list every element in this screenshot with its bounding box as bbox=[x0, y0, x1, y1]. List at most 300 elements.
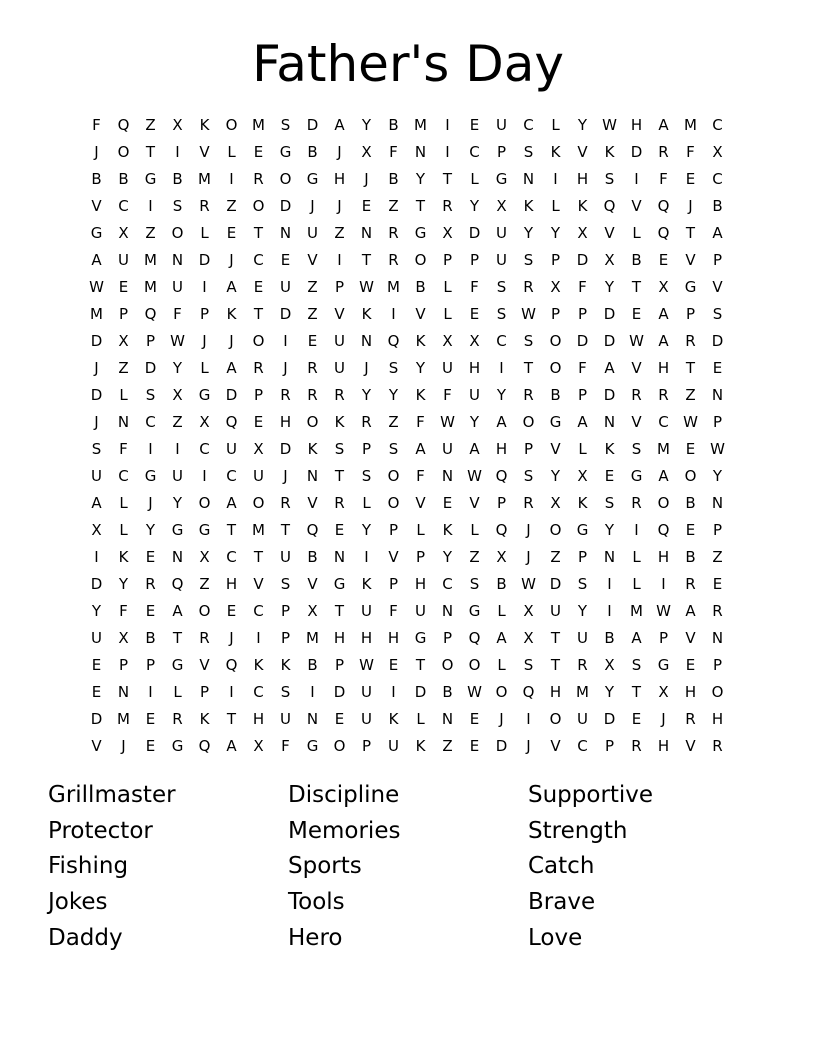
grid-letter: R bbox=[523, 494, 534, 512]
grid-letter: U bbox=[469, 386, 480, 404]
grid-letter: I bbox=[607, 575, 612, 593]
grid-letter: P bbox=[577, 386, 588, 404]
grid-letter: W bbox=[440, 413, 455, 431]
grid-letter: L bbox=[551, 116, 560, 134]
grid-letter: W bbox=[89, 278, 104, 296]
grid-letter: B bbox=[307, 548, 318, 566]
grid-letter: N bbox=[360, 332, 373, 350]
grid-letter: O bbox=[306, 413, 319, 431]
grid-letter: D bbox=[468, 224, 481, 242]
grid-letter: Q bbox=[657, 197, 670, 215]
grid-letter: Z bbox=[226, 197, 237, 215]
grid-letter: Z bbox=[307, 278, 318, 296]
grid-letter: E bbox=[604, 467, 615, 485]
grid-row bbox=[83, 436, 731, 463]
grid-letter: G bbox=[279, 143, 292, 161]
word-list-item: Hero bbox=[288, 924, 343, 951]
grid-letter: H bbox=[333, 170, 346, 188]
grid-letter: U bbox=[280, 710, 291, 728]
grid-row bbox=[83, 301, 731, 328]
grid-letter: W bbox=[170, 332, 185, 350]
grid-letter: J bbox=[94, 143, 99, 161]
grid-row bbox=[83, 517, 731, 544]
grid-letter: L bbox=[632, 575, 641, 593]
grid-letter: L bbox=[443, 278, 452, 296]
grid-letter: G bbox=[468, 602, 481, 620]
grid-letter: A bbox=[91, 251, 102, 269]
grid-letter: T bbox=[685, 359, 696, 377]
grid-letter: B bbox=[388, 170, 399, 188]
grid-letter: Z bbox=[334, 224, 345, 242]
grid-letter: U bbox=[253, 467, 264, 485]
grid-letter: G bbox=[144, 170, 157, 188]
grid-letter: X bbox=[604, 251, 615, 269]
grid-letter: P bbox=[469, 251, 480, 269]
grid-letter: K bbox=[334, 413, 345, 431]
grid-letter: I bbox=[499, 359, 504, 377]
grid-letter: V bbox=[631, 197, 642, 215]
grid-letter: U bbox=[226, 440, 237, 458]
grid-letter: N bbox=[711, 386, 724, 404]
grid-letter: H bbox=[549, 683, 562, 701]
grid-letter: D bbox=[549, 575, 562, 593]
grid-letter: R bbox=[388, 251, 399, 269]
grid-letter: G bbox=[495, 170, 508, 188]
grid-letter: U bbox=[118, 251, 129, 269]
grid-letter: L bbox=[200, 359, 209, 377]
grid-letter: P bbox=[334, 656, 345, 674]
grid-letter: P bbox=[658, 629, 669, 647]
grid-letter: M bbox=[252, 521, 265, 539]
grid-letter: S bbox=[469, 575, 480, 593]
grid-letter: R bbox=[631, 737, 642, 755]
grid-letter: A bbox=[226, 494, 237, 512]
grid-letter: X bbox=[550, 494, 561, 512]
grid-letter: K bbox=[388, 710, 399, 728]
grid-letter: P bbox=[199, 683, 210, 701]
grid-letter: Y bbox=[712, 467, 723, 485]
grid-letter: I bbox=[148, 197, 153, 215]
grid-letter: I bbox=[553, 170, 558, 188]
grid-letter: H bbox=[657, 359, 670, 377]
grid-letter: C bbox=[145, 413, 156, 431]
grid-letter: J bbox=[310, 197, 315, 215]
grid-letter: N bbox=[441, 710, 454, 728]
grid-letter: P bbox=[280, 629, 291, 647]
grid-letter: R bbox=[280, 494, 291, 512]
grid-letter: K bbox=[226, 305, 237, 323]
grid-letter: O bbox=[252, 494, 265, 512]
grid-letter: E bbox=[118, 278, 129, 296]
grid-letter: Y bbox=[577, 116, 588, 134]
grid-letter: S bbox=[631, 440, 642, 458]
grid-letter: Z bbox=[172, 413, 183, 431]
grid-row bbox=[83, 355, 731, 382]
grid-letter: V bbox=[631, 413, 642, 431]
grid-letter: J bbox=[337, 143, 342, 161]
grid-letter: Z bbox=[145, 116, 156, 134]
grid-letter: I bbox=[175, 143, 180, 161]
grid-letter: S bbox=[523, 143, 534, 161]
grid-letter: U bbox=[280, 278, 291, 296]
grid-letter: S bbox=[280, 683, 291, 701]
grid-letter: D bbox=[144, 359, 157, 377]
grid-letter: W bbox=[521, 575, 536, 593]
grid-letter: C bbox=[199, 440, 210, 458]
grid-letter: R bbox=[631, 386, 642, 404]
grid-letter: F bbox=[443, 386, 452, 404]
grid-letter: T bbox=[253, 548, 264, 566]
grid-letter: G bbox=[414, 224, 427, 242]
grid-letter: Q bbox=[657, 224, 670, 242]
grid-letter: K bbox=[442, 521, 453, 539]
grid-letter: B bbox=[172, 170, 183, 188]
grid-letter: P bbox=[550, 251, 561, 269]
grid-letter: B bbox=[685, 494, 696, 512]
grid-letter: S bbox=[577, 575, 588, 593]
grid-letter: B bbox=[307, 656, 318, 674]
word-list-item: Daddy bbox=[48, 924, 123, 951]
grid-letter: P bbox=[253, 386, 264, 404]
grid-letter: Y bbox=[415, 359, 426, 377]
grid-letter: R bbox=[712, 737, 723, 755]
grid-letter: R bbox=[253, 359, 264, 377]
grid-letter: A bbox=[496, 413, 507, 431]
grid-letter: W bbox=[359, 278, 374, 296]
grid-letter: E bbox=[712, 359, 723, 377]
grid-letter: N bbox=[117, 683, 130, 701]
grid-letter: I bbox=[391, 305, 396, 323]
grid-letter: S bbox=[631, 656, 642, 674]
grid-letter: F bbox=[578, 278, 587, 296]
grid-letter: D bbox=[198, 251, 211, 269]
grid-letter: U bbox=[496, 224, 507, 242]
grid-letter: I bbox=[148, 440, 153, 458]
grid-letter: W bbox=[602, 116, 617, 134]
grid-letter: K bbox=[307, 440, 318, 458]
grid-letter: E bbox=[145, 710, 156, 728]
grid-letter: V bbox=[388, 548, 399, 566]
grid-letter: O bbox=[252, 197, 265, 215]
grid-letter: V bbox=[199, 656, 210, 674]
grid-letter: T bbox=[415, 656, 426, 674]
grid-letter: Q bbox=[225, 413, 238, 431]
grid-letter: H bbox=[630, 116, 643, 134]
grid-letter: E bbox=[685, 440, 696, 458]
grid-letter: P bbox=[388, 575, 399, 593]
grid-letter: H bbox=[711, 710, 724, 728]
grid-letter: W bbox=[467, 467, 482, 485]
grid-letter: G bbox=[90, 224, 103, 242]
grid-letter: A bbox=[226, 359, 237, 377]
grid-letter: U bbox=[550, 602, 561, 620]
grid-letter: M bbox=[387, 278, 400, 296]
grid-letter: D bbox=[603, 305, 616, 323]
grid-letter: U bbox=[307, 224, 318, 242]
grid-letter: P bbox=[604, 737, 615, 755]
grid-letter: A bbox=[226, 737, 237, 755]
grid-letter: B bbox=[631, 251, 642, 269]
grid-letter: F bbox=[92, 116, 101, 134]
grid-letter: B bbox=[496, 575, 507, 593]
grid-letter: D bbox=[306, 116, 319, 134]
grid-letter: M bbox=[306, 629, 319, 647]
grid-letter: L bbox=[578, 440, 587, 458]
grid-letter: X bbox=[523, 629, 534, 647]
grid-letter: V bbox=[199, 143, 210, 161]
grid-letter: X bbox=[658, 278, 669, 296]
grid-row bbox=[83, 463, 731, 490]
grid-letter: Q bbox=[495, 467, 508, 485]
grid-letter: V bbox=[685, 737, 696, 755]
grid-letter: Z bbox=[712, 548, 723, 566]
grid-letter: P bbox=[145, 332, 156, 350]
grid-letter: R bbox=[280, 386, 291, 404]
grid-letter: E bbox=[442, 494, 453, 512]
grid-letter: A bbox=[658, 332, 669, 350]
grid-letter: O bbox=[387, 467, 400, 485]
grid-letter: S bbox=[523, 656, 534, 674]
grid-letter: O bbox=[198, 602, 211, 620]
grid-letter: J bbox=[364, 359, 369, 377]
grid-letter: H bbox=[279, 413, 292, 431]
grid-letter: N bbox=[603, 413, 616, 431]
grid-letter: O bbox=[468, 656, 481, 674]
grid-letter: O bbox=[117, 143, 130, 161]
grid-letter: L bbox=[200, 224, 209, 242]
grid-letter: A bbox=[604, 359, 615, 377]
grid-letter: B bbox=[145, 629, 156, 647]
grid-letter: R bbox=[199, 629, 210, 647]
grid-letter: X bbox=[118, 224, 129, 242]
grid-letter: Y bbox=[469, 413, 480, 431]
grid-letter: Y bbox=[118, 575, 129, 593]
grid-letter: Z bbox=[307, 305, 318, 323]
grid-letter: T bbox=[334, 602, 345, 620]
grid-letter: S bbox=[712, 305, 723, 323]
grid-letter: J bbox=[94, 359, 99, 377]
grid-letter: O bbox=[225, 116, 238, 134]
grid-letter: E bbox=[307, 332, 318, 350]
grid-letter: X bbox=[172, 386, 183, 404]
grid-letter: Q bbox=[306, 521, 319, 539]
grid-letter: V bbox=[631, 359, 642, 377]
grid-letter: Q bbox=[522, 683, 535, 701]
grid-letter: B bbox=[685, 548, 696, 566]
grid-letter: Y bbox=[523, 224, 534, 242]
grid-letter: G bbox=[171, 737, 184, 755]
grid-letter: H bbox=[657, 737, 670, 755]
grid-letter: I bbox=[202, 467, 207, 485]
grid-letter: F bbox=[119, 602, 128, 620]
grid-letter: R bbox=[658, 143, 669, 161]
grid-letter: R bbox=[334, 494, 345, 512]
grid-letter: U bbox=[91, 467, 102, 485]
grid-letter: I bbox=[445, 116, 450, 134]
grid-row bbox=[83, 571, 731, 598]
grid-letter: L bbox=[551, 197, 560, 215]
grid-letter: V bbox=[415, 494, 426, 512]
grid-letter: R bbox=[172, 710, 183, 728]
grid-letter: H bbox=[333, 629, 346, 647]
grid-letter: P bbox=[442, 629, 453, 647]
grid-letter: G bbox=[576, 521, 589, 539]
grid-letter: G bbox=[171, 521, 184, 539]
grid-letter: Z bbox=[118, 359, 129, 377]
grid-letter: P bbox=[496, 494, 507, 512]
grid-letter: V bbox=[307, 251, 318, 269]
grid-letter: P bbox=[199, 305, 210, 323]
grid-letter: C bbox=[469, 143, 480, 161]
grid-letter: Y bbox=[496, 386, 507, 404]
grid-letter: I bbox=[310, 683, 315, 701]
grid-letter: D bbox=[603, 332, 616, 350]
grid-letter: Y bbox=[550, 224, 561, 242]
grid-letter: T bbox=[253, 305, 264, 323]
grid-letter: D bbox=[603, 710, 616, 728]
grid-letter: J bbox=[661, 710, 666, 728]
grid-letter: U bbox=[496, 251, 507, 269]
grid-letter: J bbox=[499, 710, 504, 728]
grid-letter: R bbox=[712, 602, 723, 620]
grid-letter: S bbox=[496, 305, 507, 323]
grid-row bbox=[83, 598, 731, 625]
grid-letter: F bbox=[416, 413, 425, 431]
grid-letter: E bbox=[253, 278, 264, 296]
grid-letter: D bbox=[90, 386, 103, 404]
grid-letter: I bbox=[175, 440, 180, 458]
word-list-item: Love bbox=[528, 924, 583, 951]
grid-letter: J bbox=[526, 521, 531, 539]
grid-row bbox=[83, 409, 731, 436]
grid-letter: L bbox=[497, 602, 506, 620]
grid-letter: H bbox=[414, 575, 427, 593]
grid-letter: G bbox=[144, 467, 157, 485]
grid-letter: X bbox=[496, 197, 507, 215]
grid-letter: N bbox=[711, 629, 724, 647]
grid-letter: K bbox=[118, 548, 129, 566]
grid-letter: X bbox=[253, 440, 264, 458]
grid-letter: Y bbox=[91, 602, 102, 620]
grid-letter: S bbox=[334, 440, 345, 458]
word-list-item: Grillmaster bbox=[48, 782, 176, 808]
grid-letter: A bbox=[685, 602, 696, 620]
grid-letter: G bbox=[657, 656, 670, 674]
grid-letter: U bbox=[334, 359, 345, 377]
grid-letter: P bbox=[496, 143, 507, 161]
grid-letter: W bbox=[710, 440, 725, 458]
grid-letter: E bbox=[631, 305, 642, 323]
grid-letter: Y bbox=[604, 683, 615, 701]
grid-letter: Y bbox=[442, 548, 453, 566]
grid-letter: A bbox=[334, 116, 345, 134]
grid-letter: V bbox=[307, 494, 318, 512]
grid-letter: Y bbox=[604, 278, 615, 296]
grid-letter: R bbox=[658, 386, 669, 404]
grid-letter: O bbox=[657, 494, 670, 512]
grid-letter: K bbox=[523, 197, 534, 215]
grid-letter: P bbox=[415, 548, 426, 566]
grid-letter: E bbox=[712, 575, 723, 593]
grid-letter: P bbox=[712, 251, 723, 269]
grid-letter: Y bbox=[388, 386, 399, 404]
grid-letter: F bbox=[389, 143, 398, 161]
grid-letter: E bbox=[145, 737, 156, 755]
grid-letter: O bbox=[549, 521, 562, 539]
grid-letter: O bbox=[684, 467, 697, 485]
grid-letter: E bbox=[145, 548, 156, 566]
grid-letter: C bbox=[442, 575, 453, 593]
grid-letter: V bbox=[91, 737, 102, 755]
grid-letter: V bbox=[91, 197, 102, 215]
grid-letter: A bbox=[658, 305, 669, 323]
grid-letter: B bbox=[550, 386, 561, 404]
grid-letter: C bbox=[712, 116, 723, 134]
grid-letter: X bbox=[442, 224, 453, 242]
grid-letter: L bbox=[632, 224, 641, 242]
grid-row bbox=[83, 328, 731, 355]
grid-letter: F bbox=[659, 170, 668, 188]
grid-letter: W bbox=[521, 305, 536, 323]
grid-letter: L bbox=[173, 683, 182, 701]
grid-letter: L bbox=[416, 710, 425, 728]
grid-letter: E bbox=[253, 143, 264, 161]
grid-letter: M bbox=[90, 305, 103, 323]
grid-letter: R bbox=[307, 359, 318, 377]
grid-letter: C bbox=[712, 170, 723, 188]
grid-letter: L bbox=[119, 494, 128, 512]
grid-letter: K bbox=[577, 197, 588, 215]
grid-letter: X bbox=[172, 116, 183, 134]
grid-letter: G bbox=[306, 737, 319, 755]
grid-letter: V bbox=[550, 440, 561, 458]
grid-letter: J bbox=[364, 170, 369, 188]
grid-letter: E bbox=[91, 683, 102, 701]
word-list-item: Discipline bbox=[288, 782, 400, 808]
grid-letter: B bbox=[91, 170, 102, 188]
grid-letter: A bbox=[577, 413, 588, 431]
grid-letter: D bbox=[225, 386, 238, 404]
grid-letter: U bbox=[361, 602, 372, 620]
grid-letter: N bbox=[441, 602, 454, 620]
grid-letter: G bbox=[684, 278, 697, 296]
grid-letter: J bbox=[337, 197, 342, 215]
grid-letter: Z bbox=[145, 224, 156, 242]
grid-letter: C bbox=[253, 683, 264, 701]
grid-letter: R bbox=[388, 224, 399, 242]
grid-letter: G bbox=[333, 575, 346, 593]
grid-letter: X bbox=[658, 683, 669, 701]
grid-letter: S bbox=[496, 278, 507, 296]
grid-letter: B bbox=[388, 116, 399, 134]
grid-letter: S bbox=[172, 197, 183, 215]
grid-letter: X bbox=[550, 278, 561, 296]
grid-letter: D bbox=[90, 710, 103, 728]
grid-letter: E bbox=[685, 521, 696, 539]
grid-letter: P bbox=[712, 521, 723, 539]
grid-letter: P bbox=[523, 440, 534, 458]
word-list-item: Protector bbox=[48, 817, 153, 844]
grid-letter: R bbox=[145, 575, 156, 593]
grid-row bbox=[83, 220, 731, 247]
grid-letter: H bbox=[576, 170, 589, 188]
grid-row bbox=[83, 544, 731, 571]
grid-letter: Y bbox=[361, 386, 372, 404]
grid-letter: W bbox=[683, 413, 698, 431]
grid-letter: X bbox=[253, 737, 264, 755]
grid-letter: E bbox=[469, 116, 480, 134]
grid-letter: E bbox=[253, 413, 264, 431]
